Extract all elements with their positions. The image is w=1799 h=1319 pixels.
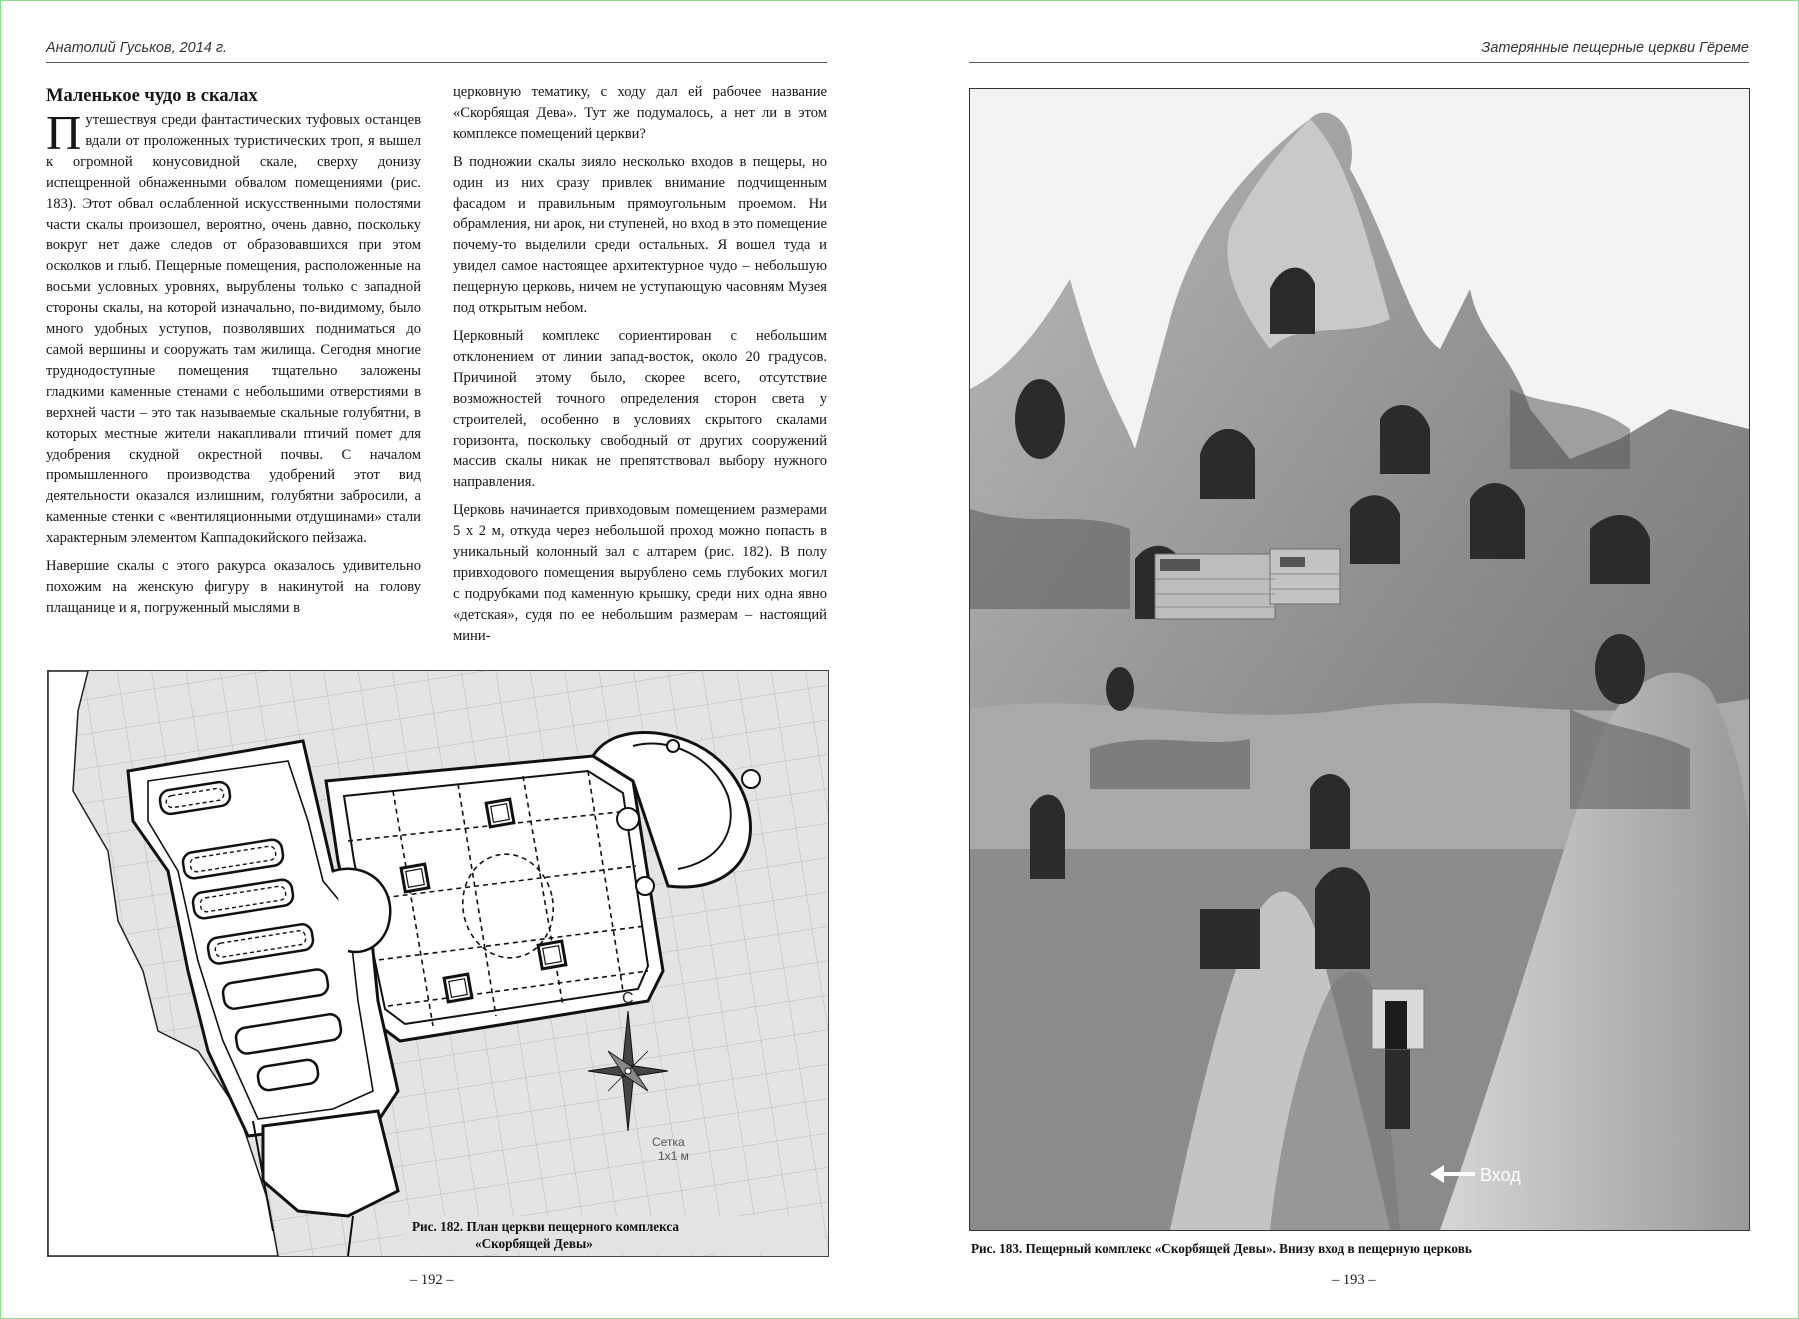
church-entrance [1372,989,1424,1049]
north-label: С [622,990,634,1007]
photo-caption: Рис. 183. Пещерный комплекс «Скорбящей Девы». Внизу вход в пещерную церковь [971,1241,1472,1256]
cave-complex-photo [969,88,1750,1231]
right-running-head: Затерянные пещерные церкви Гёреме [1481,40,1749,56]
right-header-rule [969,62,1749,63]
paragraph: церковную тематику, с ходу дал ей рабочее название «Скорбящая Дева». Тут же подумалось, а нет ли в этом комплексе помещений церкви? [453,84,827,142]
figure-caption-line-1: Рис. 182. План церкви пещерного комплекса [412,1219,680,1234]
left-page-number: – 192 – [410,1272,454,1288]
figure-caption-box [403,1216,823,1254]
grid-label-2: 1х1 м [658,1149,689,1163]
floor-plan-drawing [48,671,828,1256]
figure-caption-line-2: «Скорбящей Девы» [475,1236,593,1251]
paragraph: Церковный комплекс сориентирован с небольшим отклонением от линии запад-восток, около 20 градусов. Причиной этому было, скорее всего, отсутствие возможностей точного определения сторон света у строителей, особенно в условиях скрытого скалами горизонта, поскольку свободный от других сооружений массив скалы никак не препятствовал выбору нужного направления. [453,327,827,491]
left-column-2 [453,82,827,654]
left-header-rule [46,62,827,63]
left-page [0,0,899,1319]
right-page-number: – 193 – [1332,1272,1376,1288]
section-heading: Маленькое чудо в скалах [46,86,258,106]
right-page [899,0,1799,1319]
paragraph: Церковь начинается привходовым помещением размерами 5 х 2 м, откуда через небольшой проход можно попасть в уникальный колонный зал с алтарем (рис. 182). В полу привходового помещения вырублено семь глубоких могил с подрубками под каменную крышку, среди них одна явно «детская», судя по ее небольшим размерам – настоящий мини- [453,502,827,644]
left-column-1 [46,82,421,626]
paragraph [46,105,421,549]
left-running-head: Анатолий Гуськов, 2014 г. [46,40,228,56]
floor-plan-figure [47,670,829,1257]
paragraph: В подножии скалы зияло несколько входов в пещеры, но один из них сразу привлек внимание подчищенным фасадом и правильным прямоугольным проемом. Ни обрамления, ни арок, ни ступеней, но вход в это помещение почему-то выделили среди остальных. Я вошел туда и увидел самое настоящее архитектурное чудо – небольшую пещерную церковь, ничем не уступающую часовням Музея под открытым небом. [453,153,827,317]
paragraph-text: утешествуя среди фантастических туфовых останцев вдали от проложенных туристических троп, я вышел к огромной конусовидной скале, сверху донизу испещренной обнаженными обвалом помещениями (рис. 183). Этот обвал ослабленной искусственными полостями части скалы произошел, вероятно, очень давно, поскольку вокруг нет даже следов от образовавшихся при этом осколков и глыб. Пещерные помещения, расположенные на восьми условных уровнях, вырублены только с западной стороны скалы, на которой изначально, по-видимому, было много удобных уступов, позволявших подниматься до самой вершины и сооружать там жилища. Сегодня многие труднодоступные помещения тщательно заложены гладкими каменные стенами с небольшими отверстиями в верхней части – это так называемые скальные голубятни, в которых местные жители накапливали птичий помет для удобрения скудной окрестной почвы. С началом промышленного производства удобрений этот вид деятельности оказался излишним, голубятни забросили, а каменные стенки с «вентиляционными отдушинами» стали характерным элементом Каппадокийского пейзажа. [46,112,421,547]
drop-cap: П [46,105,82,160]
entrance-label: Вход [1480,1165,1521,1185]
cave-photo-drawing [970,89,1749,1230]
paragraph: Навершие скалы с этого ракурса оказалось удивительно похожим на женскую фигуру в накинутой на голову плащанице и я, погруженный мыслями в [46,558,421,616]
grid-label-1: Сетка [652,1135,685,1149]
